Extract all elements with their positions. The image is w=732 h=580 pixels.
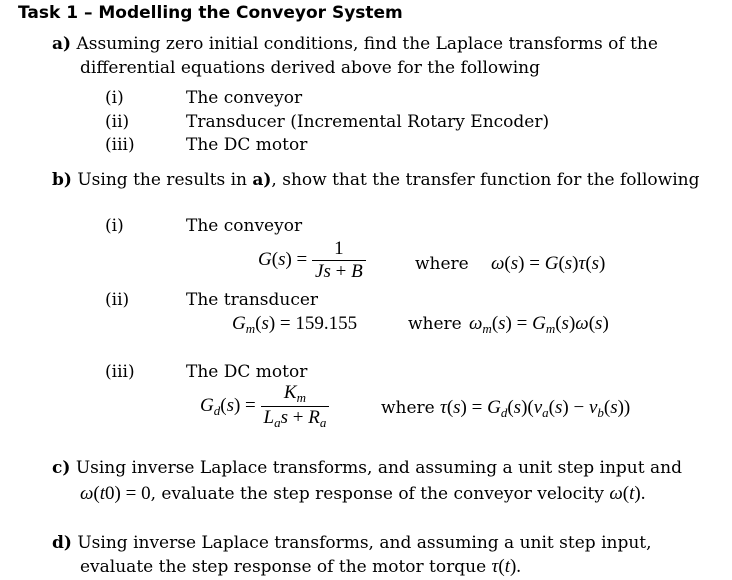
task-title: Task 1 – Modelling the Conveyor System [18, 3, 403, 23]
part-d-text-1: Using inverse Laplace transforms, and assuming a unit step input, [77, 533, 652, 553]
part-a-item-3-num: (iii) [105, 135, 135, 155]
part-a-label: a) [52, 34, 72, 54]
conveyor-eq-numerator: 1 [334, 238, 344, 259]
motor-eq-denominator: $L_as + R_a$ [261, 406, 330, 431]
part-b-item-2-num: (ii) [105, 290, 130, 310]
motor-eq-numerator: $K_m$ [283, 382, 306, 405]
part-d-line-1 [52, 533, 652, 553]
part-d-torque: τ(t). [491, 556, 522, 577]
motor-fraction [261, 382, 330, 431]
part-b-item-2-text: The transducer [186, 290, 319, 310]
part-c-text-2: , evaluate the step response of the conveyor velocity [150, 484, 610, 504]
part-d-text-2: evaluate the step response of the motor torque [80, 557, 492, 577]
part-d-line-2 [80, 556, 521, 578]
part-b-label: b) [52, 170, 72, 190]
part-a-line-1 [52, 34, 658, 54]
part-a-item-1-text: The conveyor [186, 88, 303, 108]
part-c-initial-condition: ω(t0) = 0 [80, 483, 151, 504]
part-b-text-ref: a) [252, 170, 272, 190]
part-a-text-2: differential equations derived above for the following [80, 58, 540, 78]
part-c-label: c) [52, 458, 71, 478]
conveyor-where: where [415, 254, 469, 274]
conveyor-eq-denominator: Js + B [312, 260, 366, 283]
part-b-item-1-text: The conveyor [186, 216, 303, 236]
part-b-text-pre: Using the results in [77, 170, 253, 190]
part-a-item-2-text: Transducer (Incremental Rotary Encoder) [186, 112, 550, 132]
part-b-item-1-num: (i) [105, 216, 124, 236]
conveyor-eq-lhs: G(s) = [258, 248, 308, 270]
motor-relation: $\tau(s) = G_d(s)(v_a(s) - v_b(s))$ [440, 397, 631, 420]
motor-eq-lhs: $G_d(s)$ = [200, 394, 256, 418]
transducer-relation: $\omega_m(s) = G_m(s)\omega(s)$ [469, 313, 609, 336]
motor-where: where [381, 398, 435, 418]
transducer-transfer-function: $G_m(s) = 159.155$ [232, 313, 358, 336]
transducer-where: where [408, 314, 462, 334]
part-a-item-1-num: (i) [105, 88, 124, 108]
part-b-text-post: , show that the transfer function for the following [271, 170, 700, 190]
part-d-label: d) [52, 533, 72, 553]
part-c-line-1 [52, 458, 682, 478]
motor-transfer-function [200, 382, 329, 431]
conveyor-relation: ω(s) = G(s)τ(s) [491, 253, 606, 274]
part-c-line-2 [80, 483, 645, 505]
part-b-item-3-text: The DC motor [186, 362, 308, 382]
conveyor-fraction [312, 238, 366, 283]
part-b-item-3-num: (iii) [105, 362, 135, 382]
part-c-velocity: ω(t). [609, 483, 646, 504]
part-a-item-2-num: (ii) [105, 112, 130, 132]
part-a-item-3-text: The DC motor [186, 135, 308, 155]
part-b-line [52, 170, 699, 190]
part-c-text-1: Using inverse Laplace transforms, and assuming a unit step input and [75, 458, 682, 478]
conveyor-transfer-function [258, 238, 366, 283]
part-a-text-1: Assuming zero initial conditions, find the Laplace transforms of the [76, 34, 658, 54]
